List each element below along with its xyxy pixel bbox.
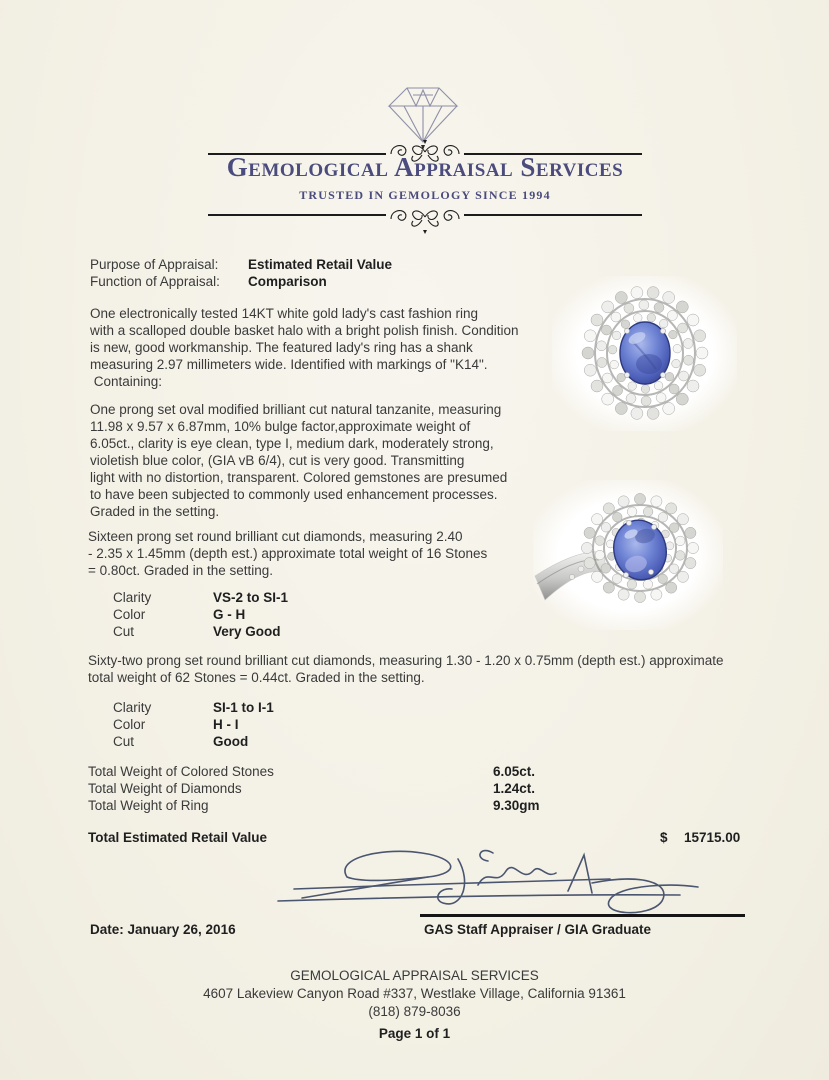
total-ring-weight-label: Total Weight of Ring [88,798,209,813]
purpose-row [90,256,392,273]
function-label: Function of Appraisal: [90,274,220,289]
header-rule-bottom [208,200,642,230]
company-name: Gemological Appraisal Services [226,152,624,182]
total-value-amount: 15715.00 [684,830,741,845]
total-row [88,763,540,780]
currency-symbol: $ [660,830,668,845]
appraiser-title: GAS Staff Appraiser / GIA Graduate [424,922,652,937]
table-row [113,589,288,606]
company-tagline: TRUSTED IN GEMOLOGY SINCE 1994 [299,188,551,202]
paragraph-diamonds-62 [88,652,724,686]
text-line: measuring 2.97 millimeters wide. Identified with markings of "K14". [90,357,488,372]
text-line: Graded in the setting. [90,504,220,519]
text-line: Sixty-two prong set round brilliant cut diamonds, measuring 1.30 - 1.20 x 0.75mm (depth est.) approximate [88,653,724,668]
signature-line [420,914,745,917]
total-diamonds-value: 1.24ct. [493,781,536,796]
text-line: Sixteen prong set round brilliant cut diamonds, measuring 2.40 [88,529,463,544]
paragraph-diamonds-16 [88,528,487,579]
text-line: = 0.80ct. Graded in the setting. [88,563,273,578]
text-line: One electronically tested 14KT white gold lady's cast fashion ring [90,306,479,321]
rule-line [208,214,386,216]
rule-line [464,214,642,216]
text-line: light with no distortion, transparent. Colored gemstones are presumed [90,470,508,485]
total-row [88,797,540,814]
cut-value: Very Good [213,624,281,639]
footer-address: 4607 Lakeview Canyon Road #337, Westlake Village, California 91361 [203,986,626,1001]
grade-table-2 [113,699,274,750]
color-label: Color [113,607,146,622]
grade-table-1 [113,589,288,640]
paragraph-tanzanite [90,401,507,520]
footer-phone: (818) 879-8036 [368,1004,461,1019]
text-line: 6.05ct., clarity is eye clean, type I, medium dark, moderately strong, [90,436,494,451]
clarity-value: SI-1 to I-1 [213,700,274,715]
ring-photo-top-view [552,276,737,431]
footer-company: GEMOLOGICAL APPRAISAL SERVICES [290,968,539,983]
total-colored-stones-value: 6.05ct. [493,764,536,779]
total-value-label: Total Estimated Retail Value [88,830,268,845]
total-row [88,780,540,797]
color-value: H - I [213,717,239,732]
clarity-value: VS-2 to SI-1 [213,590,289,605]
color-value: G - H [213,607,246,622]
table-row [113,699,274,716]
purpose-value: Estimated Retail Value [248,257,393,272]
date-label: Date: January 26, 2016 [90,922,236,937]
cut-label: Cut [113,624,135,639]
page-number: Page 1 of 1 [378,1026,451,1041]
text-line: One prong set oval modified brilliant cut natural tanzanite, measuring [90,402,502,417]
totals-block [88,763,540,814]
clarity-label: Clarity [113,590,152,605]
paragraph-ring-intro [90,305,519,390]
text-line: total weight of 62 Stones = 0.44ct. Graded in the setting. [88,670,425,685]
ring-photo-side-view [533,480,723,630]
text-line: Containing: [90,374,163,389]
function-value: Comparison [248,274,327,289]
text-line: is new, good workmanship. The featured lady's ring has a shank [90,340,473,355]
function-row [90,273,392,290]
cut-label: Cut [113,734,135,749]
color-label: Color [113,717,146,732]
table-row [113,606,288,623]
purpose-label: Purpose of Appraisal: [90,257,219,272]
ring-top-view-illustration [552,276,737,431]
total-ring-weight-value: 9.30gm [493,798,540,813]
clarity-label: Clarity [113,700,152,715]
table-row [113,733,274,750]
total-diamonds-label: Total Weight of Diamonds [88,781,242,796]
ring-side-view-illustration [533,480,723,630]
cut-value: Good [213,734,249,749]
table-row [113,716,274,733]
total-colored-stones-label: Total Weight of Colored Stones [88,764,274,779]
appraisal-purpose-block [90,256,392,290]
text-line: violetish blue color, (GIA vB 6/4), cut is very good. Transmitting [90,453,465,468]
flourish-bottom-icon [389,207,461,237]
text-line: to have been subjected to commonly used enhancement processes. [90,487,498,502]
text-line: with a scalloped double basket halo with a bright polish finish. Condition [90,323,519,338]
text-line: 11.98 x 9.57 x 6.87mm, 10% bulge factor,approximate weight of [90,419,471,434]
text-line: - 2.35 x 1.45mm (depth est.) approximate total weight of 16 Stones [88,546,488,561]
table-row [113,623,288,640]
